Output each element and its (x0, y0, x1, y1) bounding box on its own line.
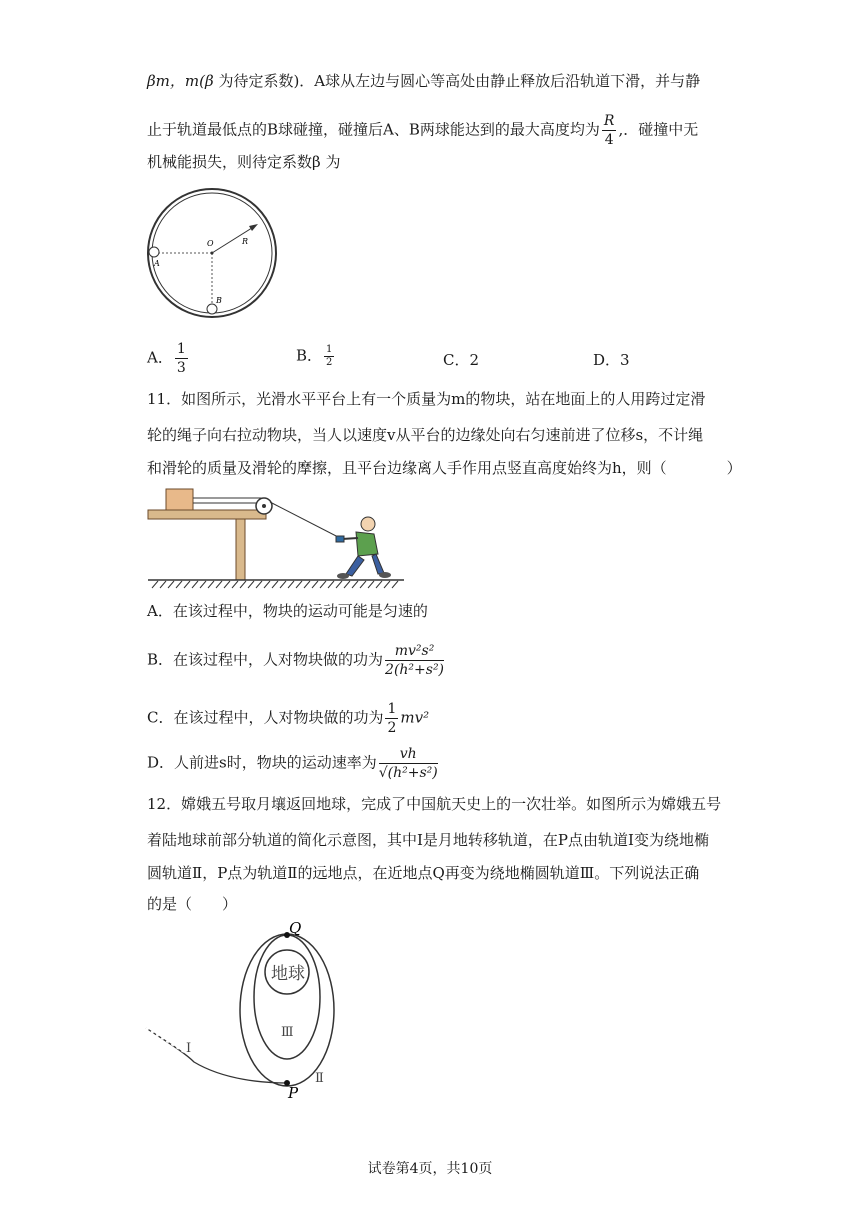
q10-line3: 机械能损失，则待定系数β 为 (147, 153, 341, 171)
option-b-prefix: B．在该过程中，人对物块做的功为 (147, 650, 384, 669)
ball-a (149, 247, 159, 257)
q12-line3: 圆轨道Ⅱ，P点为轨道Ⅱ的远地点，在近地点Q再变为绕地椭圆轨道Ⅲ。下列说法正确 (147, 864, 700, 882)
q10-option-a[interactable] (147, 340, 190, 377)
q10-height-den: 4 (604, 132, 614, 148)
label-earth: 地球 (271, 964, 305, 984)
ball-b (207, 304, 217, 314)
q11-line2: 轮的绳子向右拉动物块，当人以速度v从平台的边缘处向右匀速前进了位移s，不计绳 (147, 426, 704, 444)
rope-diagonal (270, 502, 342, 539)
label-r: R (242, 237, 249, 246)
option-c-text: 2 (469, 351, 480, 369)
option-c-prefix: C．在该过程中，人对物块做的功为 (147, 708, 384, 727)
page-footer: 试卷第4页，共10页 (367, 1161, 493, 1177)
center-point (211, 252, 214, 255)
q10-line1-rest: 为待定系数)．A球从左边与圆心等高处由静止释放后沿轨道下滑，并与静 (218, 72, 701, 90)
q11-option-d[interactable] (147, 745, 440, 782)
option-d-fraction (379, 745, 438, 782)
option-c-suffix: mv² (400, 708, 430, 727)
option-d-num: vh (379, 745, 438, 764)
option-c-den: 2 (387, 720, 397, 736)
option-b-fraction (324, 344, 334, 369)
label-o: O (207, 239, 214, 248)
platform-top (148, 510, 266, 519)
q10-option-b[interactable] (296, 344, 336, 369)
option-b-num: 1 (326, 344, 333, 355)
option-letter: B． (296, 346, 323, 365)
radius-arrow-line (212, 226, 255, 253)
option-b-den: 2(h²+s²) (385, 662, 445, 678)
label-q: Q (289, 922, 302, 937)
q12-line4: 的是（ ） (147, 895, 238, 913)
option-d-prefix: D．人前进s时，物块的运动速率为 (147, 753, 377, 772)
label-a: A (154, 259, 160, 268)
q12-orbit-figure (144, 922, 344, 1100)
option-b-den: 2 (326, 357, 333, 368)
label-orbit-3: Ⅲ (281, 1025, 294, 1040)
q11-line3: 和滑轮的质量及滑轮的摩擦，且平台边缘离人手作用点竖直高度始终为h，则（ ） (147, 459, 742, 477)
q11-option-a[interactable]: A．在该过程中，物块的运动可能是匀速的 (147, 602, 428, 620)
q11-option-c[interactable] (147, 700, 429, 737)
q10-option-d[interactable] (593, 350, 630, 370)
q10-height-fraction (602, 112, 617, 149)
option-letter: C． (443, 351, 470, 369)
q10-option-c[interactable] (443, 350, 479, 370)
block (166, 489, 193, 510)
q10-line2 (147, 112, 698, 149)
option-d-den: √(h²+s²) (378, 765, 438, 781)
label-p: P (288, 1084, 299, 1100)
option-a-den: 3 (176, 360, 186, 376)
option-letter: A． (147, 348, 173, 367)
q11-pulley-figure (146, 484, 408, 590)
q10-line2-text: 止于轨道最低点的B球碰撞，碰撞后A、B两球能达到的最大高度均为 (147, 120, 600, 139)
option-c-fraction (385, 700, 398, 737)
person-pulling (336, 517, 391, 579)
q10-line1-prefix: βm，m(β (147, 72, 214, 90)
q11-option-b[interactable] (147, 642, 446, 679)
label-orbit-1: Ⅰ (186, 1041, 192, 1056)
q10-height-num: R (603, 113, 615, 129)
option-d-text: 3 (620, 351, 630, 369)
option-a-num: 1 (176, 341, 186, 357)
ground-hatching (152, 581, 398, 588)
q12-line2: 着陆地球前部分轨道的简化示意图，其中Ⅰ是月地转移轨道，在P点由轨道Ⅰ变为绕地椭 (147, 831, 709, 849)
orbit-1-curve (146, 1028, 287, 1083)
option-a-fraction (175, 340, 188, 377)
option-b-num: mv²s² (385, 642, 444, 661)
q10-line2-end: ,．碰撞中无 (618, 120, 699, 139)
platform-leg (236, 519, 245, 580)
option-letter: D． (593, 351, 621, 369)
q10-circle-track-figure (144, 186, 280, 320)
q11-line1: 11．如图所示，光滑水平平台上有一个质量为m的物块，站在地面上的人用跨过定滑 (147, 390, 706, 408)
option-c-num: 1 (387, 701, 397, 717)
radius-arrowhead (249, 224, 258, 231)
q12-line1: 12．嫦娥五号取月壤返回地球，完成了中国航天史上的一次壮举。如图所示为嫦娥五号 (147, 795, 722, 813)
label-b: B (216, 296, 222, 305)
pulley-axle (262, 504, 266, 508)
option-b-fraction (385, 642, 444, 679)
label-orbit-2: Ⅱ (315, 1071, 324, 1086)
q10-line1 (147, 71, 700, 91)
